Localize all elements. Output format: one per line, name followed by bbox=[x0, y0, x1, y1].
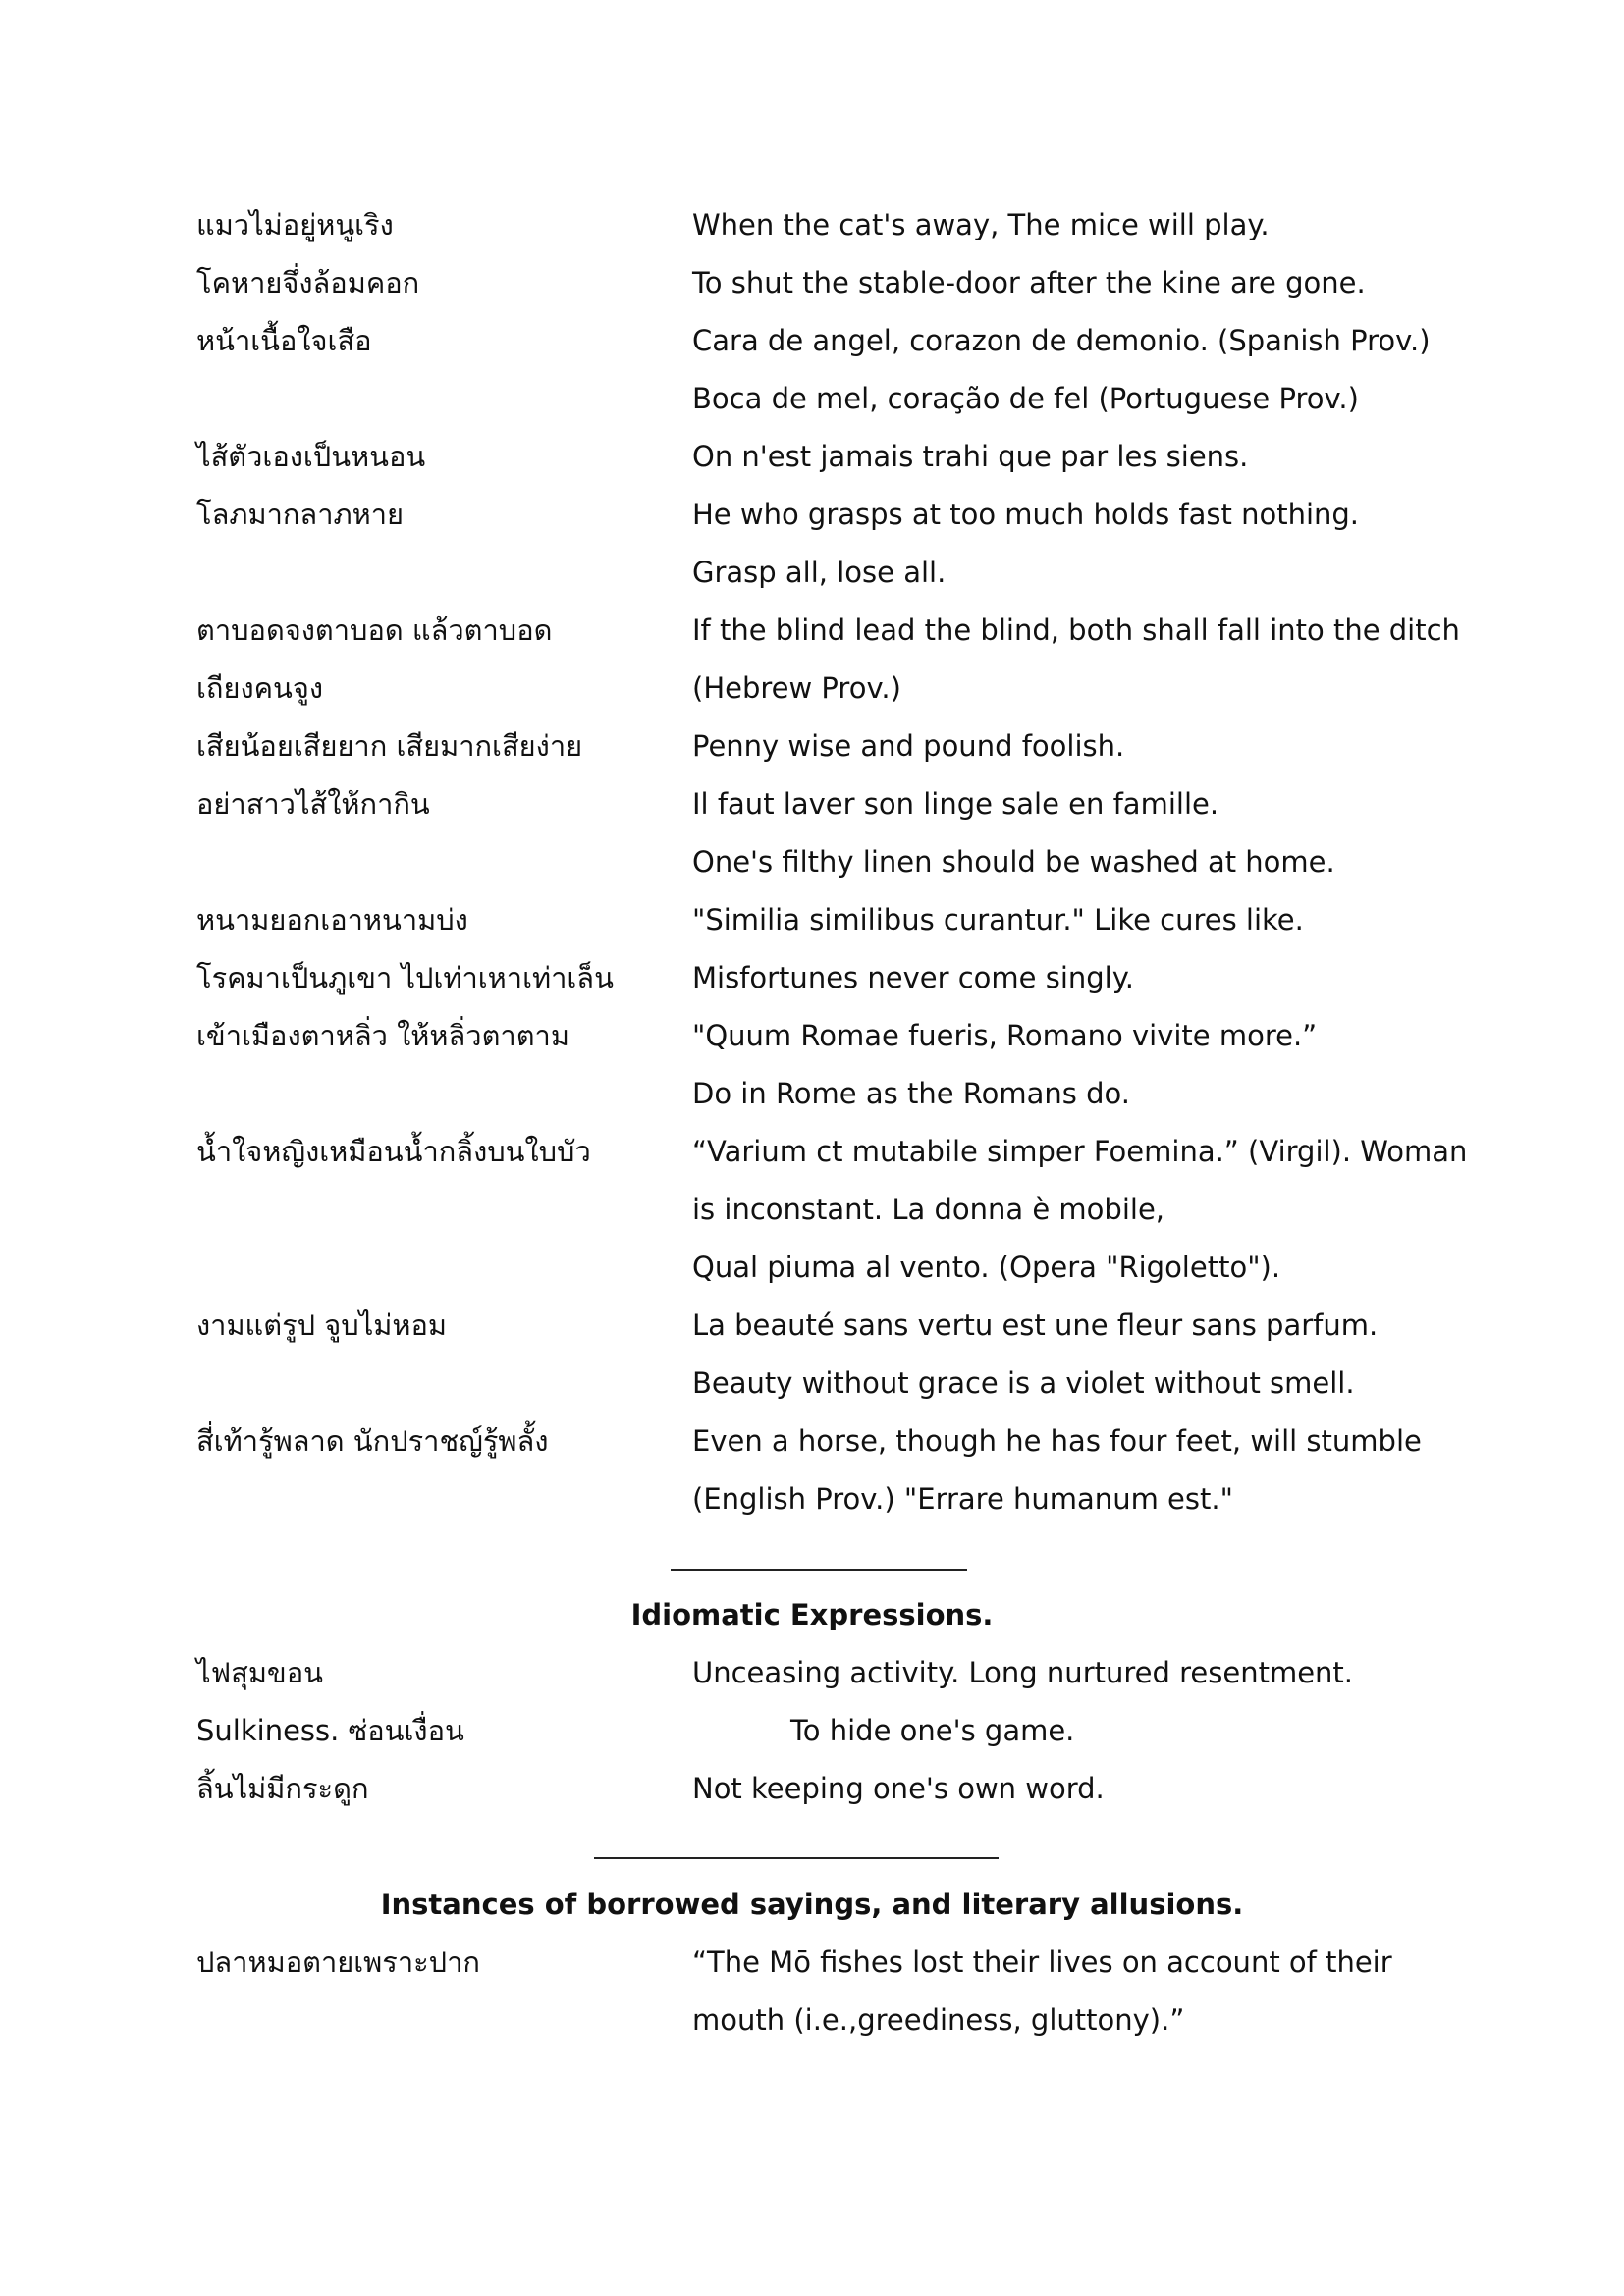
thai-proverb: โรคมาเป็นภูเขา ไปเท่าเหาเท่าเล็น bbox=[196, 961, 614, 994]
english-equivalent: On n'est jamais trahi que par les siens. bbox=[692, 440, 1249, 473]
thai-proverb: เสียน้อยเสียยาก เสียมากเสียง่าย bbox=[196, 729, 583, 763]
english-equivalent: Do in Rome as the Romans do. bbox=[692, 1077, 1130, 1110]
proverb-row bbox=[0, 1470, 1624, 1527]
english-equivalent: One's filthy linen should be washed at home. bbox=[692, 845, 1335, 879]
english-equivalent: When the cat's away, The mice will play. bbox=[692, 208, 1270, 241]
english-equivalent: "Similia similibus curantur." Like cures like. bbox=[692, 903, 1304, 936]
thai-proverb: ไส้ตัวเองเป็นหนอน bbox=[196, 440, 426, 473]
english-equivalent: is inconstant. La donna è mobile, bbox=[692, 1193, 1165, 1226]
english-explanation: mouth (i.e.,greediness, gluttony).” bbox=[692, 2003, 1185, 2037]
idiom-row bbox=[0, 1644, 1624, 1701]
english-equivalent: If the blind lead the blind, both shall fall into the ditch bbox=[692, 614, 1460, 647]
english-equivalent: Il faut laver son linge sale en famille. bbox=[692, 787, 1219, 821]
english-equivalent: La beauté sans vertu est une fleur sans parfum. bbox=[692, 1308, 1379, 1342]
english-equivalent: Beauty without grace is a violet without smell. bbox=[692, 1366, 1355, 1400]
proverb-row bbox=[0, 1123, 1624, 1180]
proverb-row bbox=[0, 486, 1624, 543]
proverb-row bbox=[0, 833, 1624, 890]
english-equivalent: Qual piuma al vento. (Opera "Rigoletto"). bbox=[692, 1251, 1281, 1284]
thai-proverb: โคหายจึ่งล้อมคอก bbox=[196, 266, 420, 299]
english-equivalent: (Hebrew Prov.) bbox=[692, 671, 901, 705]
thai-proverb: ตาบอดจงตาบอด แล้วตาบอด bbox=[196, 614, 553, 647]
section-heading: Idiomatic Expressions. bbox=[630, 1598, 994, 1631]
section-divider bbox=[594, 1857, 999, 1859]
proverb-row bbox=[0, 1181, 1624, 1238]
saying-row bbox=[0, 1934, 1624, 1991]
thai-proverb: เข้าเมืองตาหลิ่ว ให้หลิ่วตาตาม bbox=[196, 1019, 569, 1052]
section-divider bbox=[671, 1569, 967, 1571]
english-equivalent: (English Prov.) "Errare humanum est." bbox=[692, 1482, 1233, 1516]
idiom-row bbox=[0, 1702, 1624, 1759]
thai-idiom: ไฟสุมขอน bbox=[196, 1656, 323, 1689]
english-equivalent: "Quum Romae fueris, Romano vivite more.” bbox=[692, 1019, 1318, 1052]
english-equivalent: Even a horse, though he has four feet, will stumble bbox=[692, 1424, 1422, 1458]
proverb-row bbox=[0, 1065, 1624, 1122]
thai-idiom: ลิ้นไม่มีกระดูก bbox=[196, 1772, 369, 1805]
thai-proverb: เถียงคนจูง bbox=[196, 671, 323, 705]
proverb-row bbox=[0, 312, 1624, 369]
proverb-row bbox=[0, 1355, 1624, 1412]
english-equivalent: Grasp all, lose all. bbox=[692, 556, 947, 589]
proverb-row bbox=[0, 1413, 1624, 1469]
english-meaning: Not keeping one's own word. bbox=[692, 1772, 1105, 1805]
proverb-row bbox=[0, 1239, 1624, 1296]
proverb-row bbox=[0, 1297, 1624, 1354]
english-equivalent: Cara de angel, corazon de demonio. (Spanish Prov.) bbox=[692, 324, 1431, 357]
idiom-row bbox=[0, 1760, 1624, 1817]
proverb-row bbox=[0, 891, 1624, 948]
thai-proverb: อย่าสาวไส้ให้กากิน bbox=[196, 787, 430, 821]
thai-proverb: โลภมากลาภหาย bbox=[196, 498, 404, 531]
proverb-row bbox=[0, 1007, 1624, 1064]
thai-proverb: หนามยอกเอาหนามบ่ง bbox=[196, 903, 468, 936]
proverb-row bbox=[0, 949, 1624, 1006]
proverb-row bbox=[0, 428, 1624, 485]
english-equivalent: Penny wise and pound foolish. bbox=[692, 729, 1125, 763]
proverb-row bbox=[0, 254, 1624, 311]
english-equivalent: Misfortunes never come singly. bbox=[692, 961, 1134, 994]
english-equivalent: He who grasps at too much holds fast nothing. bbox=[692, 498, 1360, 531]
proverb-row bbox=[0, 660, 1624, 717]
section-heading: Instances of borrowed sayings, and literary allusions. bbox=[380, 1888, 1244, 1921]
english-equivalent: To shut the stable-door after the kine are gone. bbox=[692, 266, 1366, 299]
proverb-row bbox=[0, 602, 1624, 659]
thai-proverb: แมวไม่อยู่หนูเริง bbox=[196, 208, 394, 241]
english-meaning: Unceasing activity. Long nurtured resentment. bbox=[692, 1656, 1354, 1689]
proverb-row bbox=[0, 775, 1624, 832]
thai-saying: ปลาหมอตายเพราะปาก bbox=[196, 1946, 480, 1979]
english-meaning: To hide one's game. bbox=[790, 1714, 1075, 1747]
proverb-row bbox=[0, 544, 1624, 601]
english-equivalent: “Varium ct mutabile simper Foemina.” (Virgil). Woman bbox=[692, 1135, 1468, 1168]
saying-row bbox=[0, 1992, 1624, 2049]
proverb-row bbox=[0, 196, 1624, 253]
thai-proverb: น้ำใจหญิงเหมือนน้ำกลิ้งบนใบบัว bbox=[196, 1135, 591, 1168]
thai-proverb: หน้าเนื้อใจเสือ bbox=[196, 324, 372, 357]
thai-proverb: สี่เท้ารู้พลาด นักปราชญ์รู้พลั้ง bbox=[196, 1424, 549, 1458]
thai-proverb: งามแต่รูป จูบไม่หอม bbox=[196, 1308, 448, 1342]
english-explanation: “The Mō fishes lost their lives on account of their bbox=[692, 1946, 1392, 1979]
thai-idiom: Sulkiness. ซ่อนเงื่อน bbox=[196, 1714, 464, 1747]
proverb-row bbox=[0, 370, 1624, 427]
english-equivalent: Boca de mel, coração de fel (Portuguese Prov.) bbox=[692, 382, 1359, 415]
proverb-row bbox=[0, 718, 1624, 774]
